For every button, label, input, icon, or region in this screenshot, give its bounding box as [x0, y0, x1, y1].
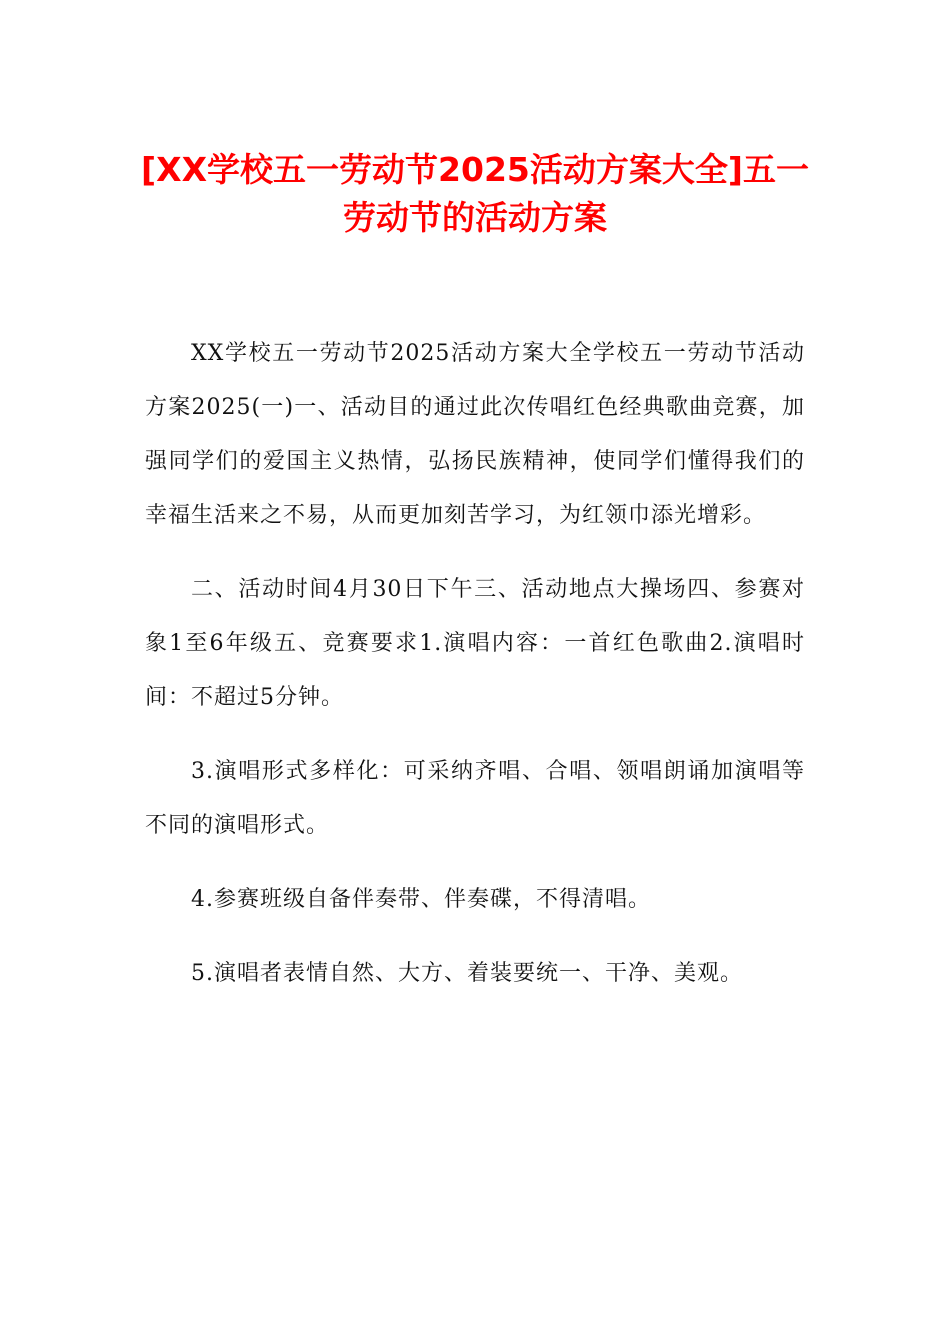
paragraph-4: 4.参赛班级自备伴奏带、伴奏碟，不得清唱。	[191, 887, 651, 912]
paragraph-1: XX学校五一劳动节2025活动方案大全学校五一劳动节活动方案2025(一)一、活动目的通过此次传唱红色经典歌曲竞赛，加强同学们的爱国主义热情，弘扬民族精神，使同学们懂得我们的幸福生活来之不易，从而更加刻苦学习，为红领巾添光增彩。	[145, 341, 805, 528]
paragraph-3: 3.演唱形式多样化：可采纳齐唱、合唱、领唱朗诵加演唱等不同的演唱形式。	[145, 759, 805, 838]
paragraph-2: 二、活动时间4月30日下午三、活动地点大操场四、参赛对象1至6年级五、竞赛要求1.演唱内容：一首红色歌曲2.演唱时间：不超过5分钟。	[145, 577, 805, 710]
paragraph-5: 5.演唱者表情自然、大方、着装要统一、干净、美观。	[191, 961, 743, 986]
document-title: [XX学校五一劳动节2025活动方案大全]五一劳动节的活动方案	[141, 150, 809, 237]
document-body	[145, 327, 805, 1021]
